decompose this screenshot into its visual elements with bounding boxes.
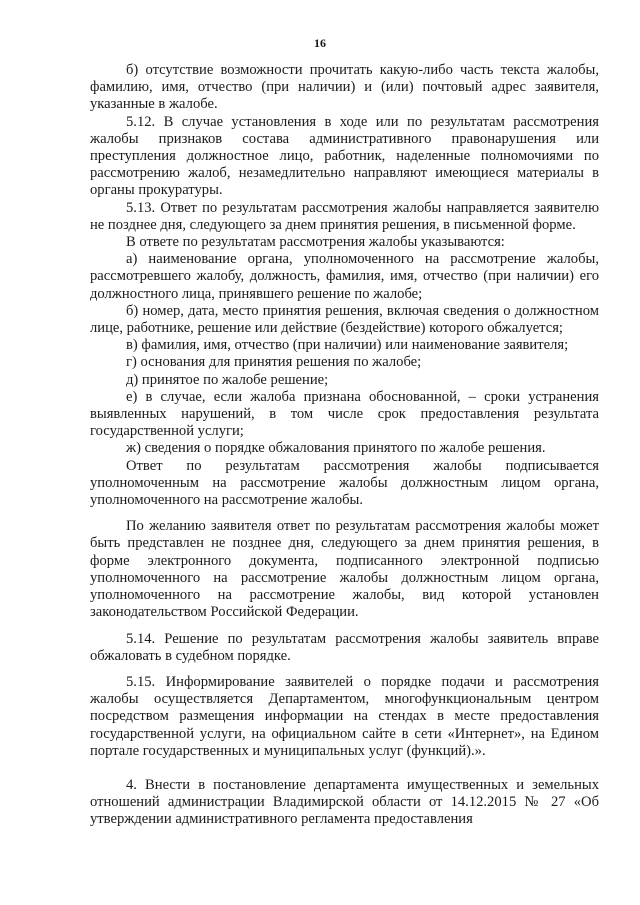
document-body	[90, 62, 599, 829]
list-item-zh: ж) сведения о порядке обжалования принятого по жалобе решения.	[126, 440, 546, 457]
paragraph-5-12: 5.12. В случае установления в ходе или по результатам рассмотрения жалобы признаков состава административного правонарушения или преступления должностное лицо, работник, наделенные полномочиями по рассмотрению жалоб, незамедлительно направляют имеющиеся материалы в органы прокуратуры.	[90, 113, 599, 199]
list-item-d: д) принятое по жалобе решение;	[126, 371, 329, 388]
paragraph-5-14: 5.14. Решение по результатам рассмотрения жалобы заявитель вправе обжаловать в судебном порядке.	[90, 630, 599, 664]
list-item-a: а) наименование органа, уполномоченного на рассмотрение жалобы, рассмотревшего жалобу, должность, фамилия, имя, отчество (при наличии) его должностного лица, принявшего решение по жалобе;	[90, 251, 599, 302]
list-item-g: г) основания для принятия решения по жалобе;	[126, 354, 422, 371]
list-item-v: в) фамилия, имя, отчество (при наличии) или наименование заявителя;	[126, 337, 569, 354]
paragraph-complaint-unreadable: б) отсутствие возможности прочитать какую-либо часть текста жалобы, фамилию, имя, отчество (при наличии) и (или) почтовый адрес заявителя, указанные в жалобе.	[90, 62, 599, 113]
paragraph-answer-signed: Ответ по результатам рассмотрения жалобы подписывается уполномоченным на рассмотрение жалобы должностным лицом органа, уполномоченного на рассмотрение жалобы.	[90, 457, 599, 509]
paragraph-electronic-answer: По желанию заявителя ответ по результатам рассмотрения жалобы может быть представлен не позднее дня, следующего за днем принятия решения, в форме электронного документа, подписанного электронной подписью уполномоченного на рассмотрение жалобы должностным лицом органа, уполномоченного на рассмотрение жалобы, вид которой установлен законодательством Российской Федерации.	[90, 518, 599, 621]
list-item-e: е) в случае, если жалоба признана обоснованной, – сроки устранения выявленных нарушений, в том числе срок предоставления результата государственной услуги;	[90, 388, 599, 440]
list-item-b: б) номер, дата, место принятия решения, включая сведения о должностном лице, работнике, решение или действие (бездействие) которого обжалуется;	[90, 302, 599, 337]
paragraph-answer-contents-intro: В ответе по результатам рассмотрения жалобы указываются:	[126, 234, 505, 251]
paragraph-section-4: 4. Внести в постановление департамента имущественных и земельных отношений администрации Владимирской области от 14.12.2015 № 27 «Об утверждении административного регламента предоставления	[90, 776, 599, 828]
paragraph-5-15: 5.15. Информирование заявителей о порядке подачи и рассмотрения жалобы осуществляется Департаментом, многофункциональным центром посредством размещения информации на стендах в месте предоставления государственной услуги, на официальном сайте в сети «Интернет», на Едином портале государственных и муниципальных услуг (функций).».	[90, 673, 599, 759]
paragraph-5-13: 5.13. Ответ по результатам рассмотрения жалобы направляется заявителю не позднее дня, следующего за днем принятия решения, в письменной форме.	[90, 199, 599, 233]
page-number: 16	[314, 36, 326, 50]
